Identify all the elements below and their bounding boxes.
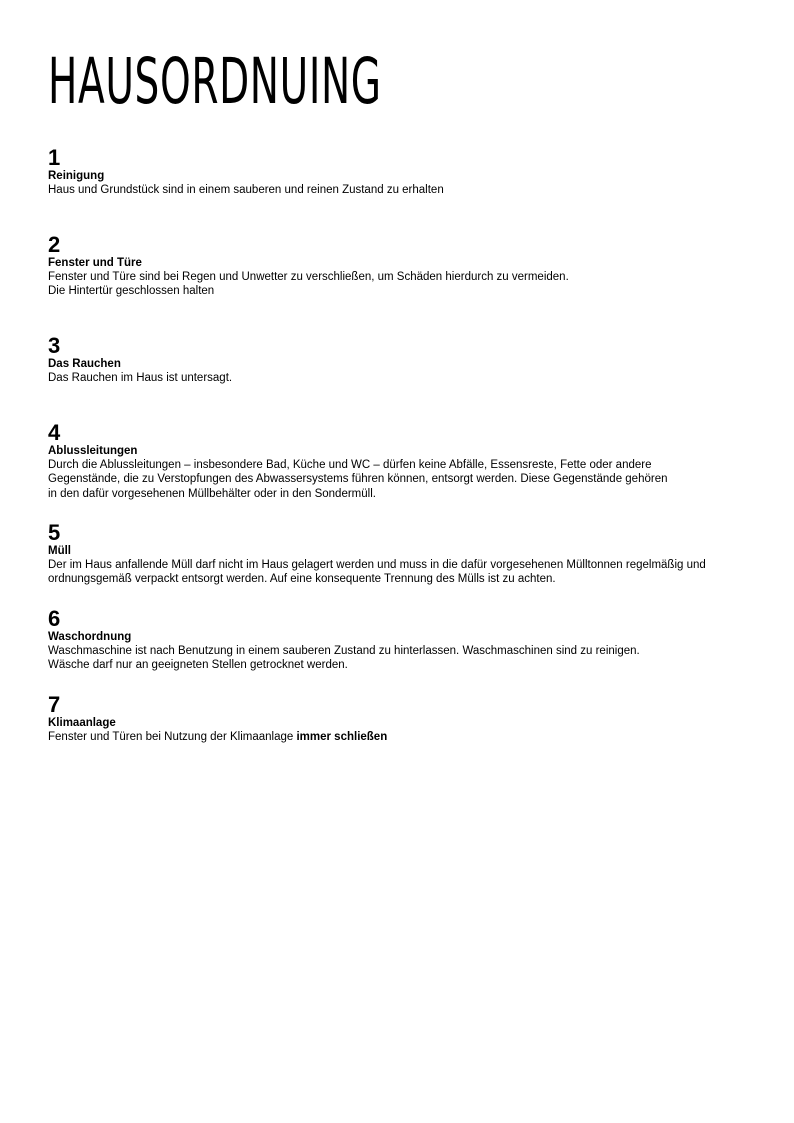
document-title: HAUSORDNUING: [48, 45, 382, 118]
section-body: [48, 270, 768, 299]
body-line: Haus und Grundstück sind in einem sauberen und reinen Zustand zu erhalten: [48, 184, 444, 196]
body-line: Das Rauchen im Haus ist untersagt.: [48, 372, 233, 384]
section-heading: Müll: [48, 545, 71, 557]
section-number: 7: [48, 692, 61, 717]
body-line: Durch die Ablussleitungen – insbesondere Bad, Küche und WC – dürfen keine Abfälle, Essensreste, Fette oder andere: [48, 459, 652, 471]
section-body: [48, 183, 768, 197]
section-number: 4: [48, 420, 61, 445]
section-heading: Klimaanlage: [48, 717, 116, 729]
section-number: 1: [48, 145, 61, 170]
section-body: [48, 458, 768, 501]
body-line: in den dafür vorgesehenen Müllbehälter oder in den Sondermüll.: [48, 487, 376, 500]
section-body: [48, 730, 768, 744]
section-heading: Reinigung: [48, 170, 105, 182]
section-muell: [48, 522, 768, 587]
body-line-emphasis: immer schließen: [296, 731, 388, 743]
section-heading: Das Rauchen: [48, 358, 121, 370]
body-line: Fenster und Türe sind bei Regen und Unwetter zu verschließen, um Schäden hierdurch zu vermeiden.: [48, 271, 569, 283]
body-line-prefix: Fenster und Türen bei Nutzung der Klimaanlage: [48, 731, 297, 743]
body-line: ordnungsgemäß verpackt entsorgt werden. Auf eine konsequente Trennung des Mülls ist zu achten.: [48, 573, 556, 586]
section-heading: Fenster und Türe: [48, 257, 142, 269]
section-number: 3: [48, 333, 61, 358]
body-line: Waschmaschine ist nach Benutzung in einem sauberen Zustand zu hinterlassen. Waschmaschinen sind zu reinigen.: [48, 645, 640, 657]
section-das-rauchen: [48, 335, 768, 385]
section-number: 2: [48, 232, 61, 257]
body-line: Gegenstände, die zu Verstopfungen des Abwassersystems führen können, entsorgt werden. Diese Gegenstände gehören: [48, 473, 668, 486]
section-reinigung: [48, 147, 768, 197]
section-heading: Ablussleitungen: [48, 445, 138, 457]
section-body: [48, 558, 768, 587]
section-body: [48, 644, 768, 673]
section-number: 6: [48, 606, 61, 631]
section-number: 5: [48, 520, 61, 545]
section-fenster-und-tuere: [48, 234, 768, 299]
section-klimaanlage: [48, 694, 768, 744]
body-line: Wäsche darf nur an geeigneten Stellen getrocknet werden.: [48, 659, 348, 672]
body-line: Die Hintertür geschlossen halten: [48, 285, 215, 298]
section-waschordnung: [48, 608, 768, 673]
body-line: Der im Haus anfallende Müll darf nicht im Haus gelagert werden und muss in die dafür vorgesehenen Mülltonnen regelmäßig und: [48, 559, 706, 571]
section-body: [48, 371, 768, 385]
section-ablussleitungen: [48, 422, 768, 501]
section-heading: Waschordnung: [48, 631, 132, 643]
